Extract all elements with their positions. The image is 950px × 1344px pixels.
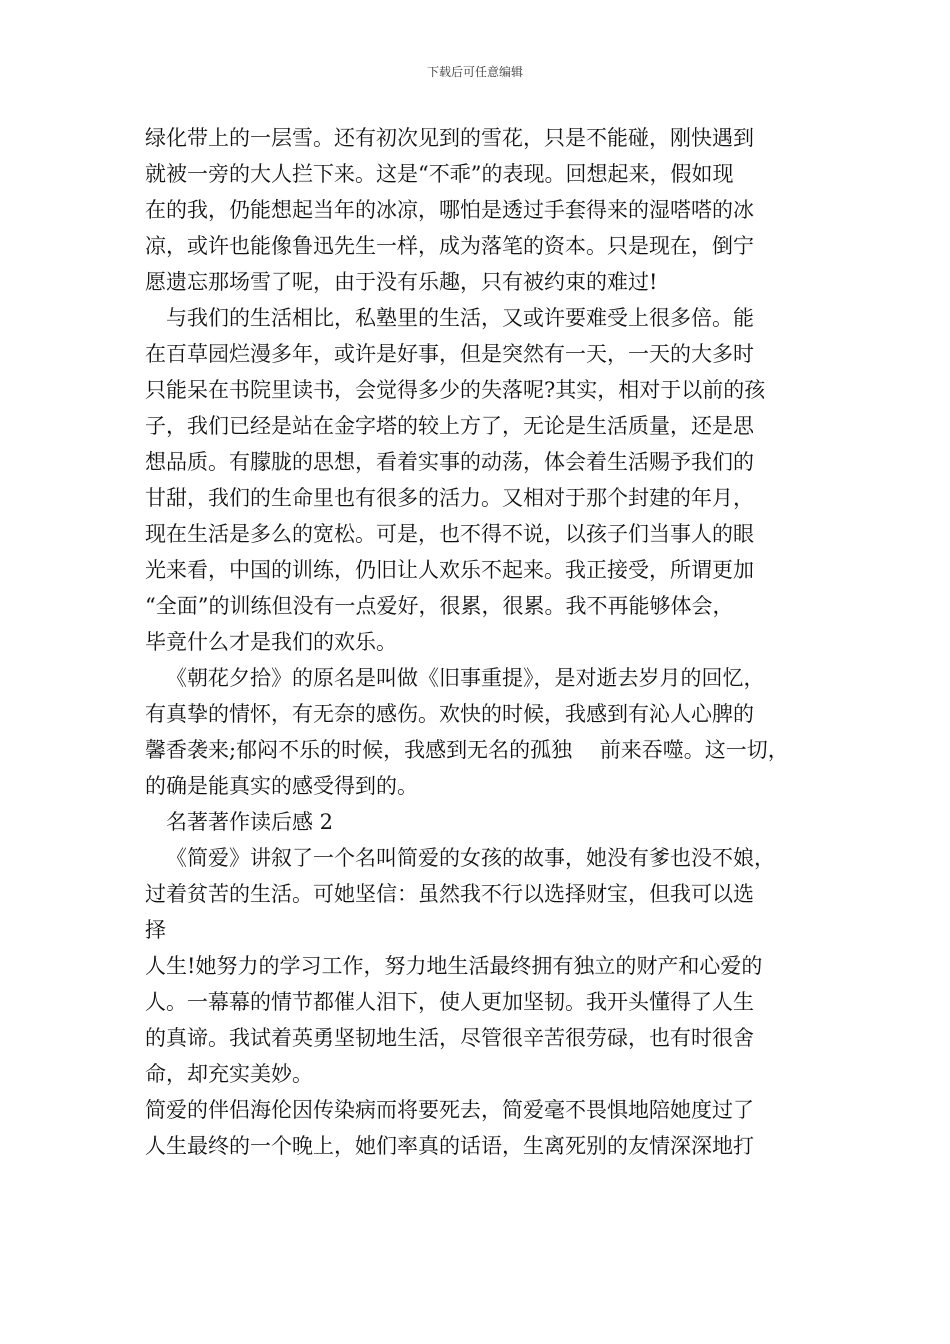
text-line: 绿化带上的一层雪。还有初次见到的雪花，只是不能碰，刚快遇到 bbox=[145, 126, 754, 150]
paragraph-start-line: 与我们的生活相比，私塾里的生活，又或许要难受上很多倍。能 bbox=[166, 306, 754, 330]
text-line: 人。一幕幕的情节都催人泪下，使人更加坚韧。我开头懂得了人生 bbox=[145, 990, 754, 1014]
text-line: 子，我们已经是站在金字塔的较上方了，无论是生活质量，还是思 bbox=[145, 414, 754, 438]
text-line: 光来看，中国的训练，仍旧让人欢乐不起来。我正接受，所谓更加 bbox=[145, 558, 754, 582]
paragraph-start-line: 《朝花夕拾》的原名是叫做《旧事重提》，是对逝去岁月的回忆， bbox=[166, 666, 765, 690]
paragraph-start-line: 《简爱》讲叙了一个名叫简爱的女孩的故事，她没有爹也没不娘， bbox=[166, 846, 775, 870]
text-line: 只能呆在书院里读书，会觉得多少的失落呢?其实，相对于以前的孩 bbox=[145, 378, 766, 402]
text-line: 简爱的伴侣海伦因传染病而将要死去，简爱毫不畏惧地陪她度过了 bbox=[145, 1098, 754, 1122]
text-line: 馨香袭来;郁闷不乐的时候，我感到无名的孤独 前来吞噬。这一切， bbox=[145, 738, 789, 762]
text-line: 的真谛。我试着英勇坚韧地生活，尽管很辛苦很劳碌，也有时很舍 bbox=[145, 1026, 754, 1050]
text-line: 命，却充实美妙。 bbox=[145, 1062, 313, 1086]
page-header-note: 下载后可任意编辑 bbox=[426, 65, 523, 79]
text-line: “全面”的训练但没有一点爱好，很累，很累。我不再能够体会， bbox=[145, 594, 734, 618]
text-line: 凉，或许也能像鲁迅先生一样，成为落笔的资本。只是现在，倒宁 bbox=[145, 234, 754, 258]
text-line: 择 bbox=[145, 918, 166, 942]
text-line: 现在生活是多么的宽松。可是，也不得不说，以孩子们当事人的眼 bbox=[145, 522, 754, 546]
text-line: 人生!她努力的学习工作，努力地生活最终拥有独立的财产和心爱的 bbox=[145, 954, 763, 978]
text-line: 甘甜，我们的生命里也有很多的活力。又相对于那个封建的年月， bbox=[145, 486, 754, 510]
document-body bbox=[145, 120, 835, 1164]
text-line: 就被一旁的大人拦下来。这是“不乖”的表现。回想起来，假如现 bbox=[145, 162, 734, 186]
text-line: 的确是能真实的感受得到的。 bbox=[145, 774, 418, 798]
text-line: 愿遗忘那场雪了呢，由于没有乐趣，只有被约束的难过! bbox=[145, 270, 658, 294]
text-line: 有真挚的情怀，有无奈的感伤。欢快的时候，我感到有沁人心脾的 bbox=[145, 702, 754, 726]
section-heading: 名著著作读后感 2 bbox=[166, 810, 334, 834]
text-line: 过着贫苦的生活。可她坚信：虽然我不行以选择财宝，但我可以选 bbox=[145, 882, 754, 906]
text-line: 毕竟什么才是我们的欢乐。 bbox=[145, 630, 397, 654]
text-line: 想品质。有朦胧的思想，看着实事的动荡，体会着生活赐予我们的 bbox=[145, 450, 754, 474]
text-line: 在百草园烂漫多年，或许是好事，但是突然有一天，一天的大多时 bbox=[145, 342, 754, 366]
text-line: 人生最终的一个晚上，她们率真的话语，生离死别的友情深深地打 bbox=[145, 1134, 754, 1158]
text-line: 在的我，仍能想起当年的冰凉，哪怕是透过手套得来的湿嗒嗒的冰 bbox=[145, 198, 754, 222]
